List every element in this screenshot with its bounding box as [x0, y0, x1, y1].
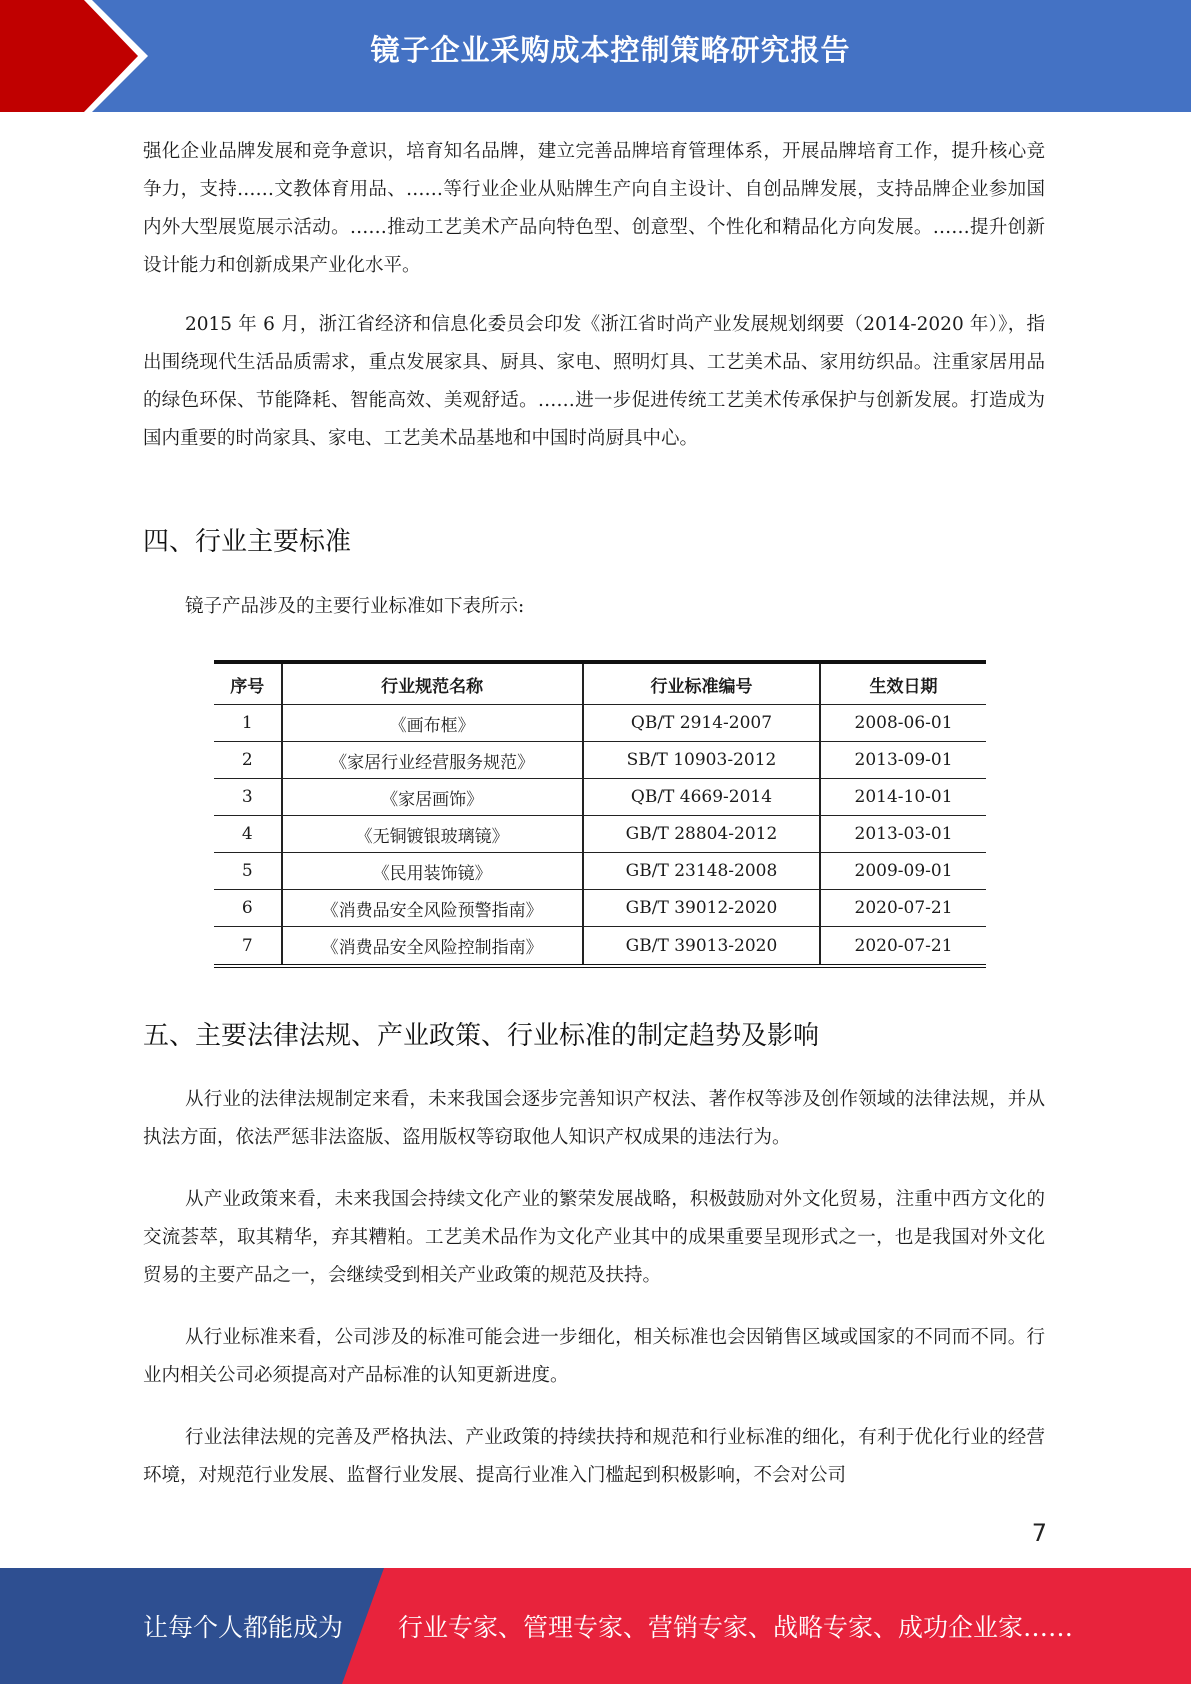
cell-serial: 3 [214, 779, 282, 816]
section-5-heading: 五、主要法律法规、产业政策、行业标准的制定趋势及影响 [143, 1021, 820, 1051]
cell-serial: 5 [214, 853, 282, 890]
section-4-heading: 四、行业主要标准 [143, 527, 352, 557]
cell-serial: 6 [214, 890, 282, 927]
paragraph-brand: 强化企业品牌发展和竞争意识，培育知名品牌，建立完善品牌培育管理体系，开展品牌培育工作，提升核心竞争力，支持……文教体育用品、……等行业企业从贴牌生产向自主设计、自创品牌发展，支持品牌企业参加国内外大型展览展示活动。……推动工艺美术产品向特色型、创意型、个性化和精品化方向发展。……提升创新设计能力和创新成果产业化水平。 [143, 141, 1045, 276]
cell-standard-name: 《消费品安全风险控制指南》 [282, 927, 583, 967]
cell-standard-code: GB/T 39013-2020 [583, 927, 820, 967]
page-number: 7 [1031, 1519, 1047, 1547]
cell-standard-name: 《民用装饰镜》 [282, 853, 583, 890]
table-row [214, 890, 986, 927]
cell-serial: 2 [214, 742, 282, 779]
cell-effective-date: 2020-07-21 [820, 927, 986, 967]
table-row [214, 779, 986, 816]
page-footer [0, 1568, 1191, 1684]
cell-effective-date: 2008-06-01 [820, 705, 986, 742]
cell-standard-name: 《画布框》 [282, 705, 583, 742]
document-title: 镜子企业采购成本控制策略研究报告 [370, 33, 851, 67]
table-header-row [214, 662, 986, 705]
table-row [214, 705, 986, 742]
cell-standard-code: SB/T 10903-2012 [583, 742, 820, 779]
page-header [0, 0, 1191, 112]
footer-slogan-left: 让每个人都能成为 [143, 1613, 344, 1642]
section-4-intro: 镜子产品涉及的主要行业标准如下表所示: [185, 596, 525, 617]
paragraph-industry-policy-trend: 从产业政策来看，未来我国会持续文化产业的繁荣发展战略，积极鼓励对外文化贸易，注重中西方文化的交流荟萃，取其精华，弃其糟粕。工艺美术品作为文化产业其中的成果重要呈现形式之一，也是我国对外文化贸易的主要产品之一，会继续受到相关产业政策的规范及扶持。 [143, 1189, 1045, 1286]
cell-standard-code: QB/T 4669-2014 [583, 779, 820, 816]
cell-standard-code: GB/T 39012-2020 [583, 890, 820, 927]
cell-effective-date: 2013-09-01 [820, 742, 986, 779]
paragraph-overall-impact: 行业法律法规的完善及严格执法、产业政策的持续扶持和规范和行业标准的细化，有利于优化行业的经营环境，对规范行业发展、监督行业发展、提高行业准入门槛起到积极影响，不会对公司 [143, 1427, 1045, 1486]
cell-standard-name: 《无铜镀银玻璃镜》 [282, 816, 583, 853]
intro-text-block [143, 133, 1045, 285]
section-5-body [143, 1081, 1045, 1495]
cell-standard-code: GB/T 23148-2008 [583, 853, 820, 890]
header-effective-date: 生效日期 [820, 662, 986, 705]
policy-text-block [143, 306, 1045, 458]
paragraph-laws-trend: 从行业的法律法规制定来看，未来我国会逐步完善知识产权法、著作权等涉及创作领域的法律法规，并从执法方面，依法严惩非法盗版、盗用版权等窃取他人知识产权成果的违法行为。 [143, 1089, 1045, 1148]
cell-effective-date: 2009-09-01 [820, 853, 986, 890]
header-standard-code: 行业标准编号 [583, 662, 820, 705]
table-row [214, 816, 986, 853]
paragraph-standards-trend: 从行业标准来看，公司涉及的标准可能会进一步细化，相关标准也会因销售区域或国家的不同而不同。行业内相关公司必须提高对产品标准的认知更新进度。 [143, 1327, 1045, 1386]
section-4-intro-block [143, 588, 1045, 626]
cell-serial: 4 [214, 816, 282, 853]
cell-serial: 7 [214, 927, 282, 967]
cell-standard-code: QB/T 2914-2007 [583, 705, 820, 742]
cell-serial: 1 [214, 705, 282, 742]
footer-slogan-right: 行业专家、管理专家、营销专家、战略专家、成功企业家…… [398, 1613, 1074, 1642]
table-row [214, 853, 986, 890]
cell-standard-name: 《消费品安全风险预警指南》 [282, 890, 583, 927]
cell-standard-code: GB/T 28804-2012 [583, 816, 820, 853]
cell-effective-date: 2013-03-01 [820, 816, 986, 853]
paragraph-zhejiang-policy: 2015 年 6 月，浙江省经济和信息化委员会印发《浙江省时尚产业发展规划纲要（2014-2020 年）》，指出围绕现代生活品质需求，重点发展家具、厨具、家电、照明灯具、工艺美术品、家用纺织品。注重家居用品的绿色环保、节能降耗、智能高效、美观舒适。……进一步促进传统工艺美术传承保护与创新发展。打造成为国内重要的时尚家具、家电、工艺美术品基地和中国时尚厨具中心。 [143, 314, 1045, 449]
header-serial: 序号 [214, 662, 282, 705]
cell-effective-date: 2020-07-21 [820, 890, 986, 927]
header-standard-name: 行业规范名称 [282, 662, 583, 705]
table-row [214, 742, 986, 779]
table-row [214, 927, 986, 967]
cell-standard-name: 《家居画饰》 [282, 779, 583, 816]
cell-effective-date: 2014-10-01 [820, 779, 986, 816]
cell-standard-name: 《家居行业经营服务规范》 [282, 742, 583, 779]
standards-table [214, 660, 986, 968]
